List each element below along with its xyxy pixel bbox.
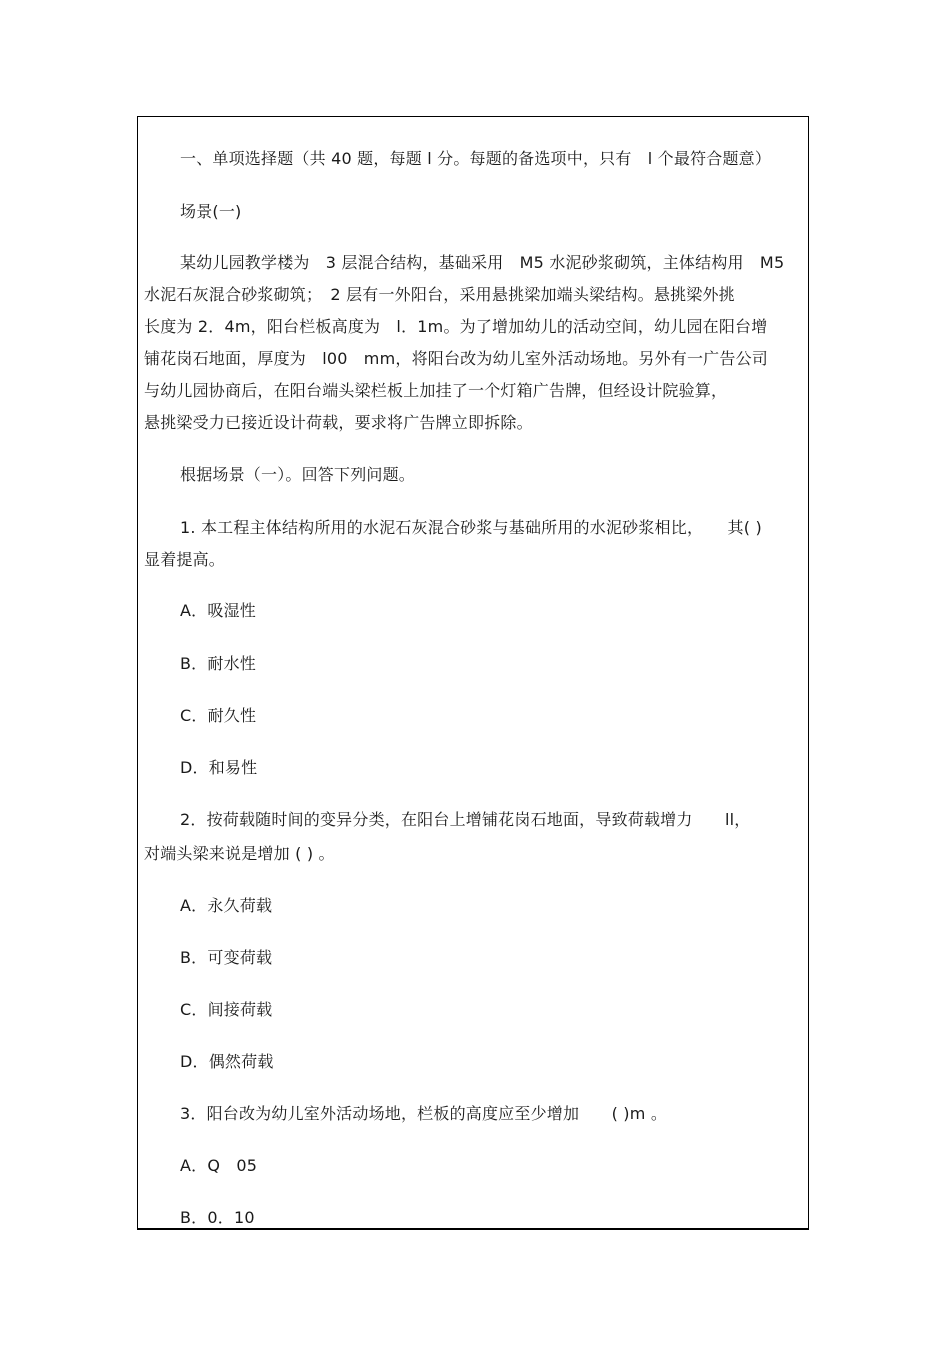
option-b: B．0．10 <box>180 1208 255 1227</box>
scenario-line: 水泥石灰混合砂浆砌筑； 2 层有一外阳台，采用悬挑梁加端头梁结构。悬挑梁外挑 <box>144 285 735 304</box>
question-stem: 显着提高。 <box>144 550 226 569</box>
question-stem: 3．阳台改为幼儿室外活动场地，栏板的高度应至少增加 ( )m 。 <box>180 1104 668 1123</box>
option-d: D．和易性 <box>180 758 258 777</box>
option-a: A．Q 05 <box>180 1156 258 1175</box>
option-c: C．间接荷载 <box>180 1000 273 1019</box>
option-b: B．耐水性 <box>180 654 256 673</box>
scenario-line: 铺花岗石地面，厚度为 l00 mm，将阳台改为幼儿室外活动场地。另外有一广告公司 <box>144 349 768 368</box>
scenario-line: 长度为 2．4m，阳台栏板高度为 l．1m。为了增加幼儿的活动空间，幼儿园在阳台增 <box>144 317 768 336</box>
instruction: 根据场景（一）。回答下列问题。 <box>180 465 416 484</box>
option-d: D．偶然荷载 <box>180 1052 274 1071</box>
question-stem: 对端头梁来说是增加 ( ) 。 <box>144 844 335 863</box>
question-stem: 2．按荷载随时间的变异分类，在阳台上增铺花岗石地面，导致荷载增力 ll， <box>180 810 751 829</box>
scenario-line: 与幼儿园协商后，在阳台端头梁栏板上加挂了一个灯箱广告牌，但经设计院验算， <box>144 381 728 400</box>
section-header: 一、单项选择题（共 40 题，每题 l 分。每题的备选项中，只有 l 个最符合题意） <box>180 149 772 168</box>
option-b: B．可变荷载 <box>180 948 273 967</box>
document-frame <box>137 116 809 1230</box>
scenario-line: 某幼儿园教学楼为 3 层混合结构，基础采用 M5 水泥砂浆砌筑，主体结构用 M5 <box>180 253 785 272</box>
scenario-title: 场景(一) <box>180 202 242 221</box>
question-stem: 1. 本工程主体结构所用的水泥石灰混合砂浆与基础所用的水泥砂浆相比， 其( ) <box>180 518 762 537</box>
scenario-line: 悬挑梁受力已接近设计荷载，要求将广告牌立即拆除。 <box>144 413 533 432</box>
option-c: C．耐久性 <box>180 706 257 725</box>
option-a: A．吸湿性 <box>180 601 256 620</box>
option-a: A．永久荷载 <box>180 896 273 915</box>
